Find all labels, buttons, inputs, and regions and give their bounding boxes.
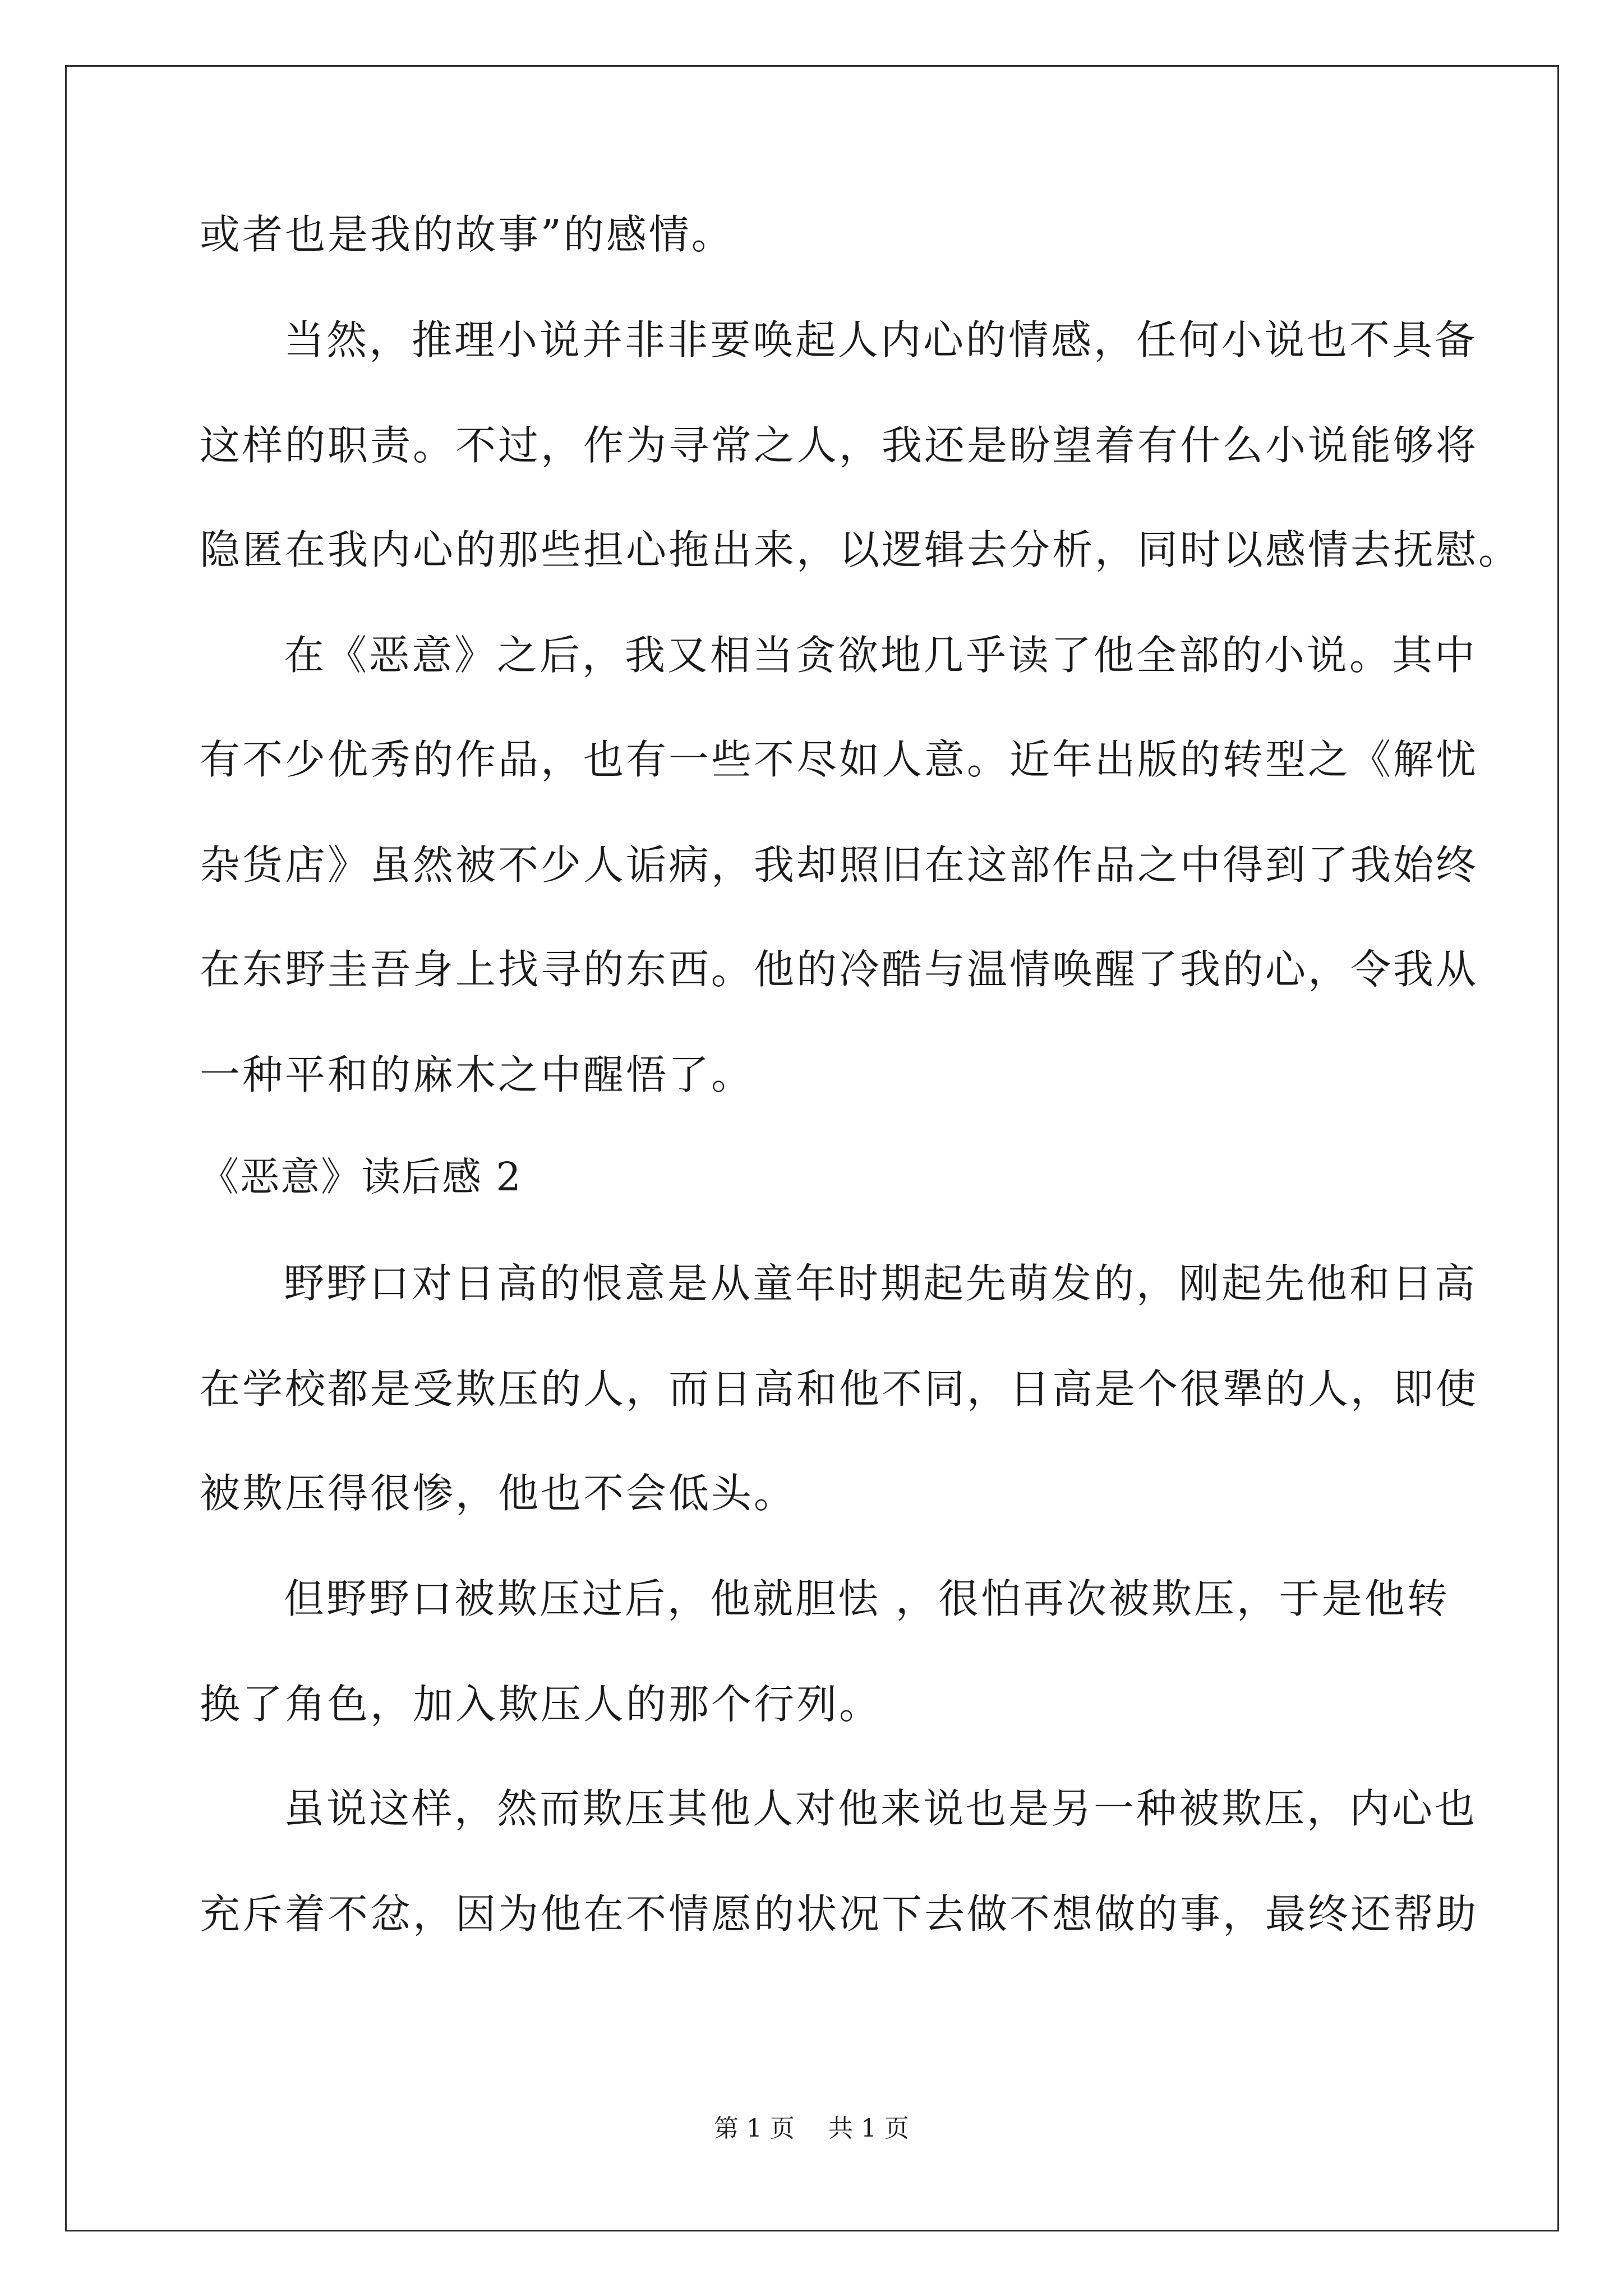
paragraph-line: 充斥着不忿，因为他在不情愿的状况下去做不想做的事，最终还帮助 (200, 1890, 1479, 1938)
paragraph-line: 当然，推理小说并非非要唤起人内心的情感，任何小说也不具备 (284, 316, 1478, 364)
paragraph-line: 换了角色，加入欺压人的那个行列。 (200, 1681, 882, 1728)
paragraph-line: 有不少优秀的作品，也有一些不尽如人意。近年出版的转型之《解忧 (200, 736, 1479, 783)
paragraph-line: 被欺压得很惨，他也不会低头。 (200, 1470, 797, 1517)
paragraph-line: 在学校都是受欺压的人，而日高和他不同，日高是个很犟的人，即使 (200, 1365, 1479, 1412)
section-heading: 《恶意》读后感 2 (200, 1154, 522, 1200)
paragraph-line: 隐匿在我内心的那些担心拖出来，以逻辑去分析，同时以感情去抚慰。 (200, 526, 1521, 573)
paragraph-line: 杂货店》虽然被不少人诟病，我却照旧在这部作品之中得到了我始终 (200, 841, 1479, 889)
paragraph-line: 野野口对日高的恨意是从童年时期起先萌发的，刚起先他和日高 (284, 1260, 1478, 1307)
page-footer (0, 2112, 1623, 2146)
paragraph-line: 一种平和的麻木之中醒悟了。 (200, 1051, 754, 1098)
paragraph-line: 在东野圭吾身上找寻的东西。他的冷酷与温情唤醒了我的心，令我从 (200, 946, 1479, 993)
paragraph-line: 但野野口被欺压过后，他就胆怯 ，很怕再次被欺压，于是他转 (284, 1575, 1450, 1622)
page-number: 第 1 页 (714, 2114, 795, 2143)
page-total: 共 1 页 (828, 2114, 909, 2143)
paragraph-line: 在《恶意》之后，我又相当贪欲地几乎读了他全部的小说。其中 (284, 632, 1478, 679)
paragraph-line: 这样的职责。不过，作为寻常之人，我还是盼望着有什么小说能够将 (200, 422, 1479, 469)
paragraph-line: 虽说这样，然而欺压其他人对他来说也是另一种被欺压，内心也 (284, 1785, 1478, 1832)
paragraph-line: 或者也是我的故事”的感情。 (200, 211, 734, 258)
